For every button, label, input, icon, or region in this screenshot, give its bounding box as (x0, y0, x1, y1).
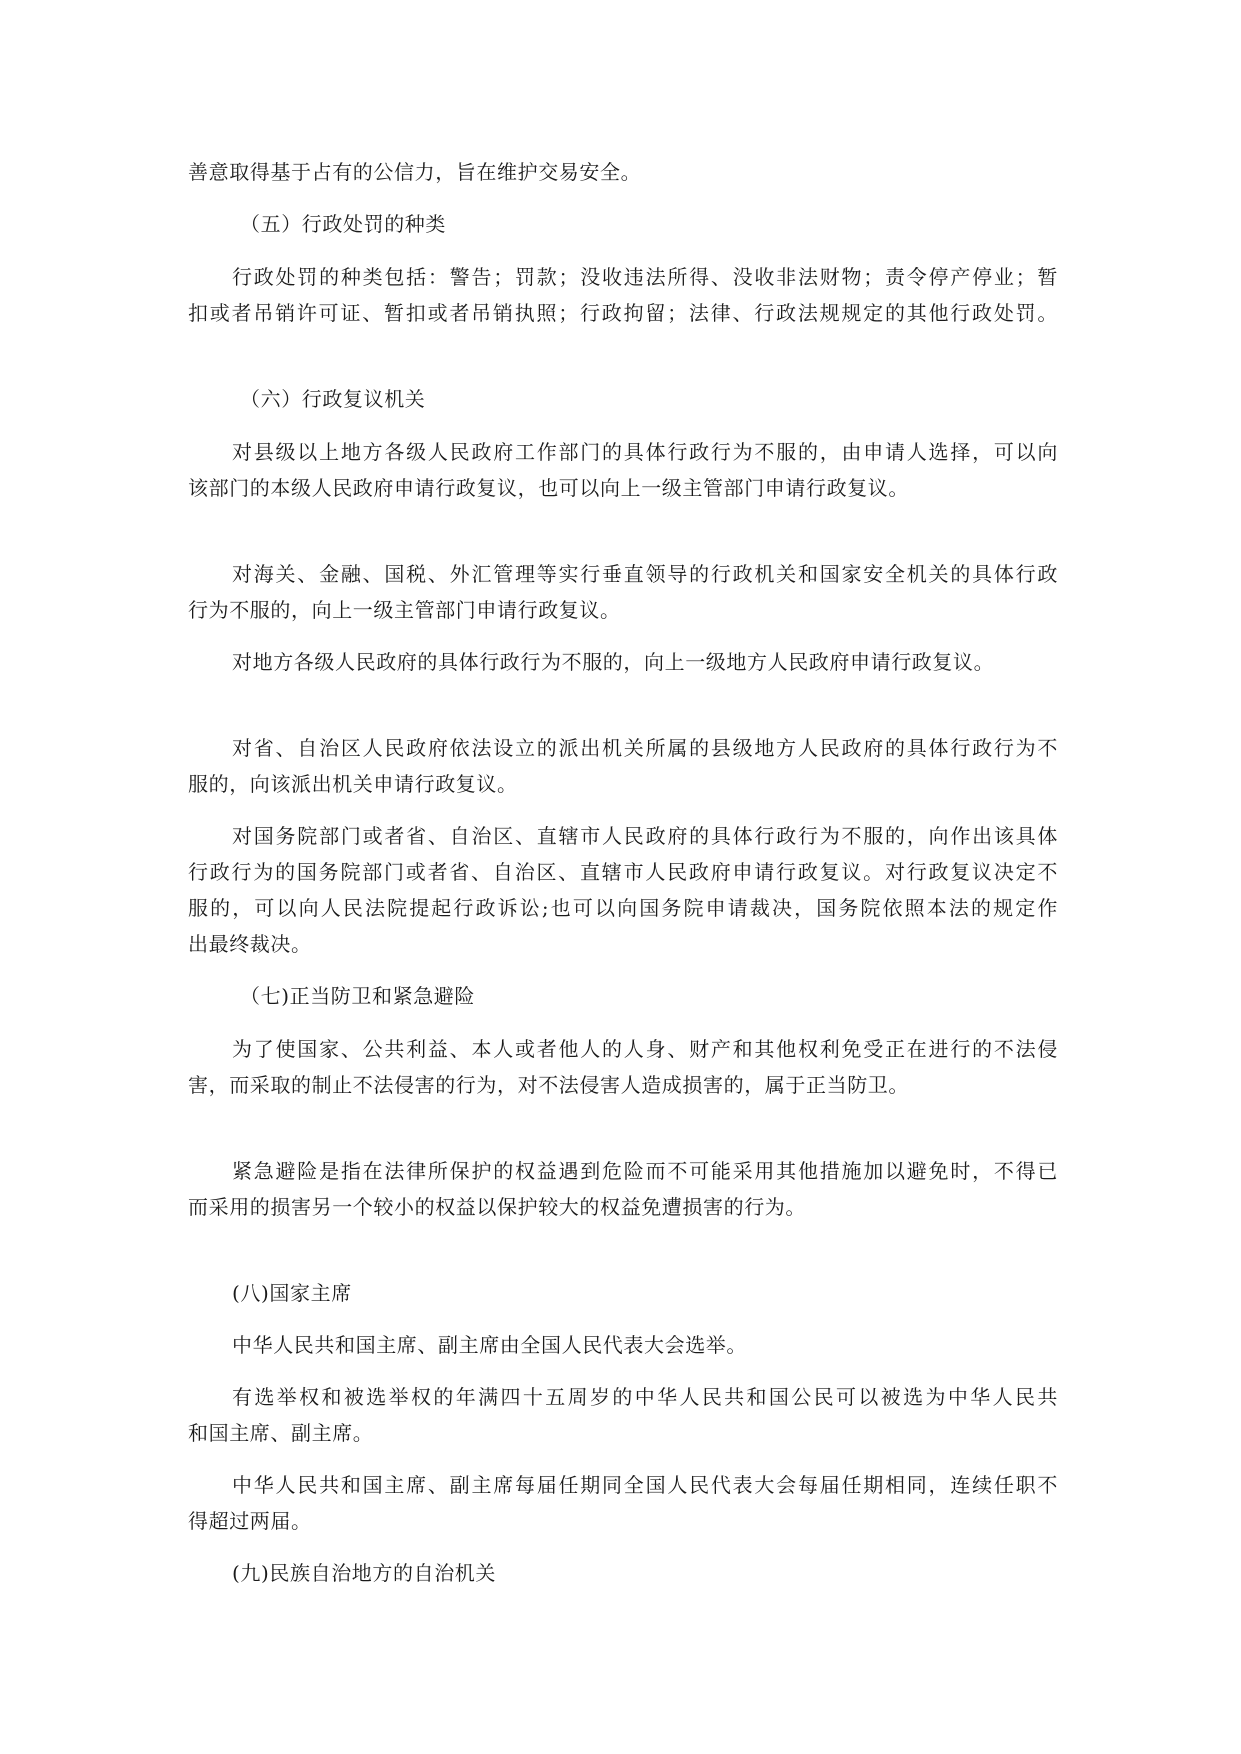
paragraph-line: 行政处罚的种类包括：警告；罚款；没收违法所得、没收非法财物；责令停产停业；暂 (232, 265, 1058, 289)
paragraph-line: 对县级以上地方各级人民政府工作部门的具体行政行为不服的，由申请人选择，可以向 (232, 440, 1058, 464)
paragraph-line: 扣或者吊销许可证、暂扣或者吊销执照；行政拘留；法律、行政法规规定的其他行政处罚。 (188, 301, 1058, 325)
paragraph-line: 而采用的损害另一个较小的权益以保护较大的权益免遭损害的行为。 (188, 1195, 806, 1219)
paragraph-line: 中华人民共和国主席、副主席每届任期同全国人民代表大会每届任期相同，连续任职不 (232, 1473, 1058, 1497)
paragraph-line: 善意取得基于占有的公信力，旨在维护交易安全。 (188, 160, 642, 184)
paragraph-line: 行政行为的国务院部门或者省、自治区、直辖市人民政府申请行政复议。对行政复议决定不 (188, 860, 1058, 884)
paragraph-line: 害，而采取的制止不法侵害的行为，对不法侵害人造成损害的，属于正当防卫。 (188, 1073, 909, 1097)
paragraph-line: 和国主席、副主席。 (188, 1421, 374, 1445)
paragraph-line: 对海关、金融、国税、外汇管理等实行垂直领导的行政机关和国家安全机关的具体行政 (232, 562, 1058, 586)
paragraph-line: 紧急避险是指在法律所保护的权益遇到危险而不可能采用其他措施加以避免时，不得已 (232, 1159, 1058, 1183)
paragraph-line: 服的，可以向人民法院提起行政诉讼;也可以向国务院申请裁决，国务院依照本法的规定作 (188, 896, 1058, 920)
section-heading: (九)民族自治地方的自治机关 (232, 1561, 497, 1585)
paragraph-line: 对国务院部门或者省、自治区、直辖市人民政府的具体行政行为不服的，向作出该具体 (232, 824, 1058, 848)
section-heading: （七)正当防卫和紧急避险 (240, 984, 476, 1008)
paragraph-line: 中华人民共和国主席、副主席由全国人民代表大会选举。 (232, 1333, 747, 1357)
section-heading: （六）行政复议机关 (240, 387, 426, 411)
paragraph-line: 为了使国家、公共利益、本人或者他人的人身、财产和其他权利免受正在进行的不法侵 (232, 1037, 1058, 1061)
paragraph-line: 服的，向该派出机关申请行政复议。 (188, 772, 518, 796)
paragraph-line: 该部门的本级人民政府申请行政复议，也可以向上一级主管部门申请行政复议。 (188, 476, 909, 500)
section-heading: (八)国家主席 (232, 1281, 352, 1305)
paragraph-line: 有选举权和被选举权的年满四十五周岁的中华人民共和国公民可以被选为中华人民共 (232, 1385, 1058, 1409)
paragraph-line: 对省、自治区人民政府依法设立的派出机关所属的县级地方人民政府的具体行政行为不 (232, 736, 1058, 760)
paragraph-line: 出最终裁决。 (188, 932, 312, 956)
paragraph-line: 行为不服的，向上一级主管部门申请行政复议。 (188, 598, 621, 622)
paragraph-line: 对地方各级人民政府的具体行政行为不服的，向上一级地方人民政府申请行政复议。 (232, 650, 995, 674)
section-heading: （五）行政处罚的种类 (240, 212, 446, 236)
paragraph-line: 得超过两届。 (188, 1509, 312, 1533)
